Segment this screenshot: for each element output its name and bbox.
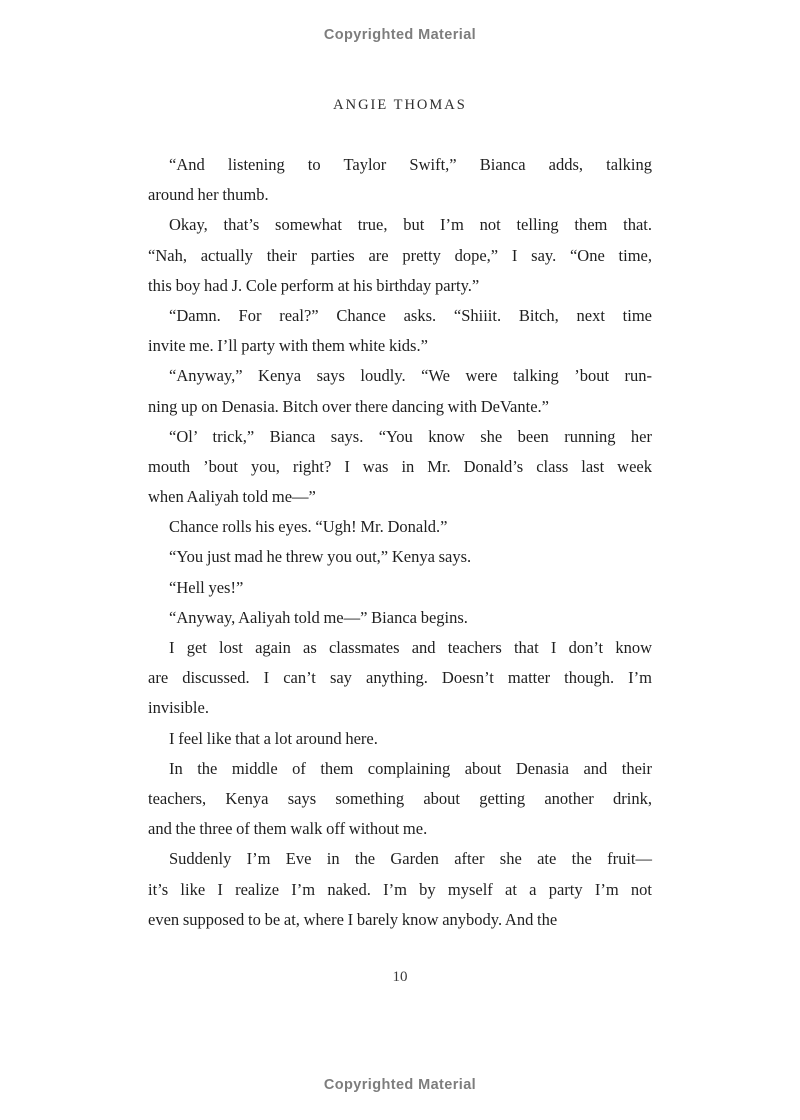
text-line: around her thumb. <box>148 185 269 205</box>
text-line: mouth ’bout you, right? I was in Mr. Donald’s class last week <box>148 456 652 476</box>
text-line: Suddenly I’m Eve in the Garden after she ate the fruit— <box>169 849 652 869</box>
text-line: when Aaliyah told me—” <box>148 487 316 507</box>
text-line: “Nah, actually their parties are pretty dope,” I say. “One time, <box>148 245 652 265</box>
copyright-notice-top: Copyrighted Material <box>323 27 477 43</box>
text-line: “And listening to Taylor Swift,” Bianca adds, talking <box>169 155 652 174</box>
text-line: this boy had J. Cole perform at his birthday party.” <box>148 275 480 295</box>
text-line: “Damn. For real?” Chance asks. “Shiiit. Bitch, next time <box>169 305 652 325</box>
text-line: ning up on Denasia. Bitch over there dancing with DeVante.” <box>148 396 549 416</box>
text-line: even supposed to be at, where I barely know anybody. And the <box>148 909 558 929</box>
text-line: “Anyway,” Kenya says loudly. “We were talking ’bout run- <box>169 366 652 386</box>
text-line: invisible. <box>148 698 209 718</box>
page-number: 10 <box>392 969 408 985</box>
copyright-notice-bottom: Copyrighted Material <box>323 1077 477 1093</box>
text-line: invite me. I’ll party with them white kids.” <box>148 336 428 356</box>
text-line: I feel like that a lot around here. <box>169 728 378 748</box>
text-line: “Anyway, Aaliyah told me—” Bianca begins. <box>169 607 468 627</box>
text-line: “Hell yes!” <box>169 577 244 597</box>
text-line: Chance rolls his eyes. “Ugh! Mr. Donald.” <box>169 517 448 537</box>
text-line: In the middle of them complaining about Denasia and their <box>169 758 652 778</box>
text-line: and the three of them walk off without me. <box>148 819 428 839</box>
text-line: “You just mad he threw you out,” Kenya says. <box>169 547 472 567</box>
text-line: it’s like I realize I’m naked. I’m by myself at a party I’m not <box>148 879 652 899</box>
text-line: I get lost again as classmates and teachers that I don’t know <box>169 638 652 657</box>
running-header-author: ANGIE THOMAS <box>333 97 467 113</box>
text-line: teachers, Kenya says something about getting another drink, <box>148 788 652 808</box>
text-line: “Ol’ trick,” Bianca says. “You know she been running her <box>169 426 652 446</box>
text-line: are discussed. I can’t say anything. Doesn’t matter though. I’m <box>148 668 652 688</box>
text-line: Okay, that’s somewhat true, but I’m not telling them that. <box>169 215 652 235</box>
body-text <box>148 150 652 935</box>
